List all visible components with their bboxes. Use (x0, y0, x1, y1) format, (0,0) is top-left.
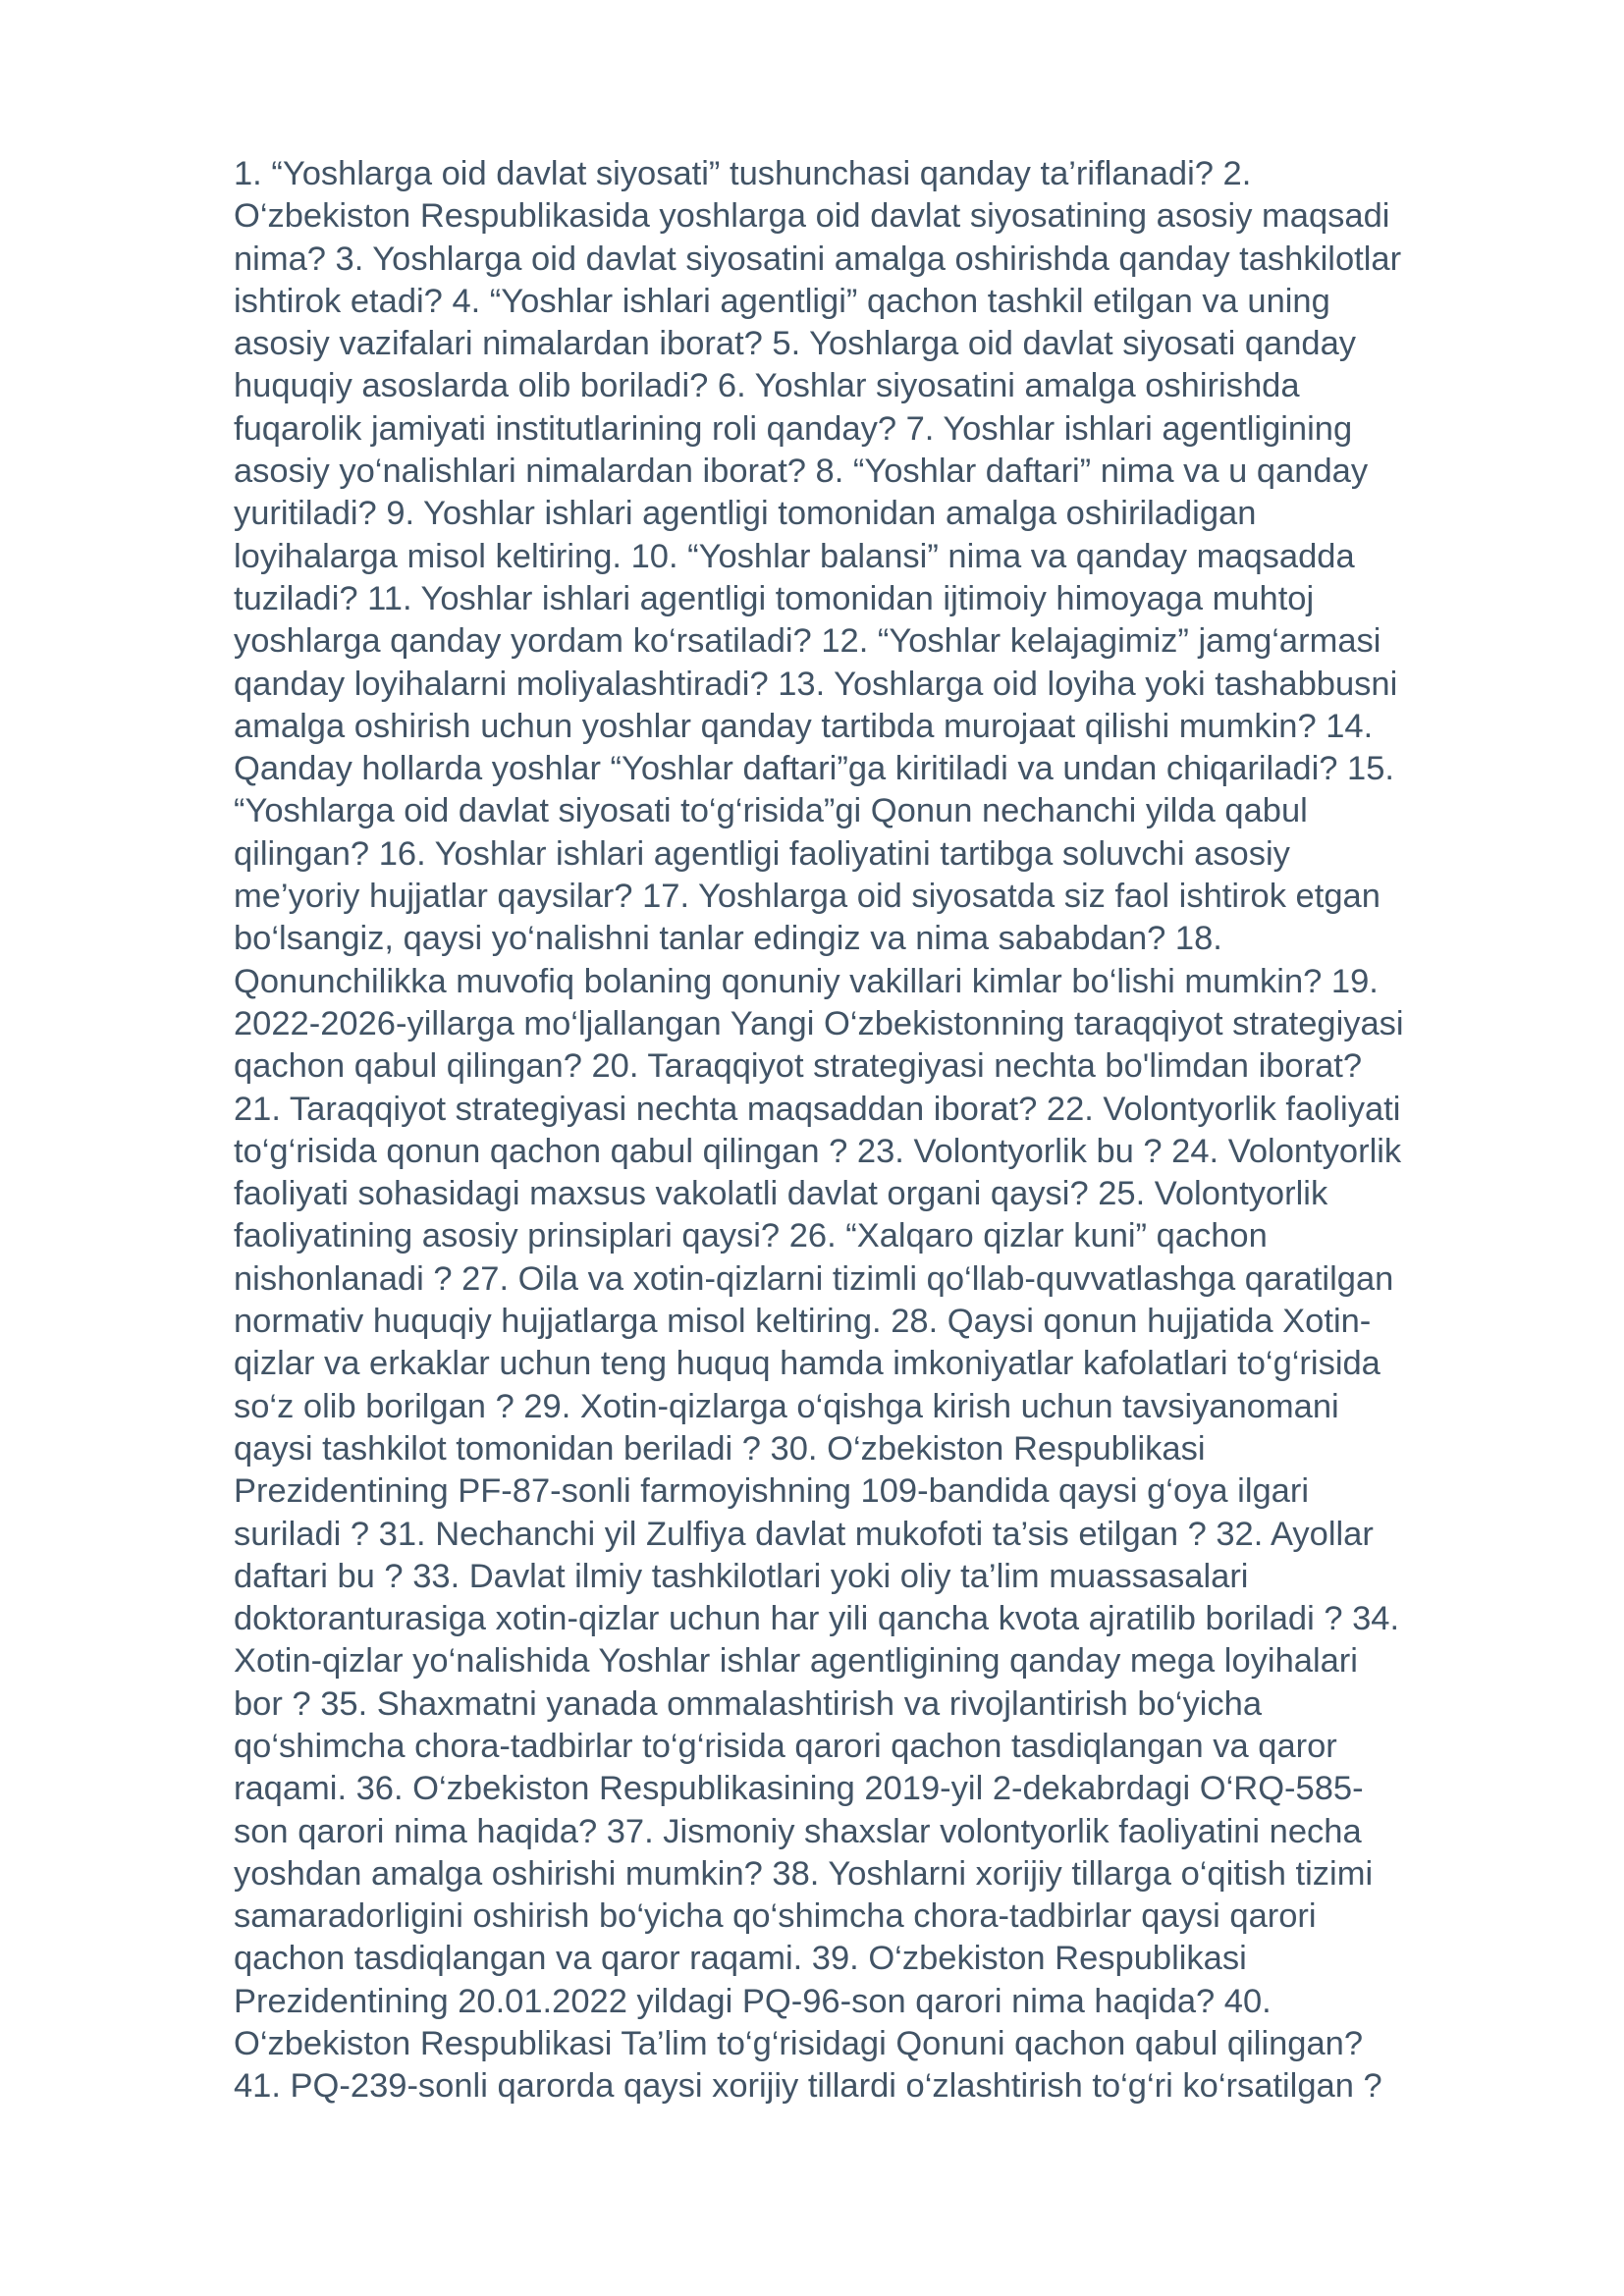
text-line: qanday loyihalarni moliyalashtiradi? 13. Yoshlarga oid loyiha yoki tashabbusni (234, 665, 1398, 703)
text-line: nima? 3. Yoshlarga oid davlat siyosatini amalga oshirishda qanday tashkilotlar (234, 240, 1402, 278)
text-line: tuziladi? 11. Yoshlar ishlari agentligi tomonidan ijtimoiy himoyaga muhtoj (234, 579, 1315, 617)
text-line: qaysi tashkilot tomonidan beriladi ? 30. O‘zbekiston Respublikasi (234, 1429, 1206, 1468)
text-line: normativ huquqiy hujjatlarga misol keltiring. 28. Qaysi qonun hujjatida Xotin- (234, 1303, 1372, 1341)
text-line: bor ? 35. Shaxmatni yanada ommalashtirish va rivojlantirish bo‘yicha (234, 1684, 1263, 1723)
text-line: yuritiladi? 9. Yoshlar ishlari agentligi tomonidan amalga oshiriladigan (234, 495, 1257, 533)
text-line: 2022-2026-yillarga mo‘ljallangan Yangi O‘zbekistonning taraqqiyot strategiyasi (234, 1004, 1404, 1042)
text-line: O‘zbekiston Respublikasi Ta’lim to‘g‘risidagi Qonuni qachon qabul qilingan? (234, 2025, 1364, 2063)
text-line: loyihalarga misol keltiring. 10. “Yoshlar balansi” nima va qanday maqsadda (234, 537, 1355, 575)
text-line: raqami. 36. O‘zbekiston Respublikasining 2019-yil 2-dekabrdagi O‘RQ-585- (234, 1770, 1364, 1808)
text-line: qilingan? 16. Yoshlar ishlari agentligi faoliyatini tartibga soluvchi asosiy (234, 834, 1290, 873)
questions-text (234, 153, 1549, 2109)
text-line: 1. “Yoshlarga oid davlat siyosati” tushunchasi qanday ta’riflanadi? 2. (234, 155, 1252, 192)
text-line: Xotin-qizlar yo‘nalishida Yoshlar ishlar agentligining qanday mega loyihalari (234, 1642, 1358, 1681)
text-line: doktoranturasiga xotin-qizlar uchun har yili qancha kvota ajratilib boriladi ? 34. (234, 1600, 1400, 1638)
text-line: Prezidentining PF-87-sonli farmoyishning 109-bandida qaysi g‘oya ilgari (234, 1472, 1310, 1511)
text-line: qachon qabul qilingan? 20. Taraqqiyot strategiyasi nechta bo'limdan iborat? (234, 1047, 1363, 1086)
text-line: faoliyati sohasidagi maxsus vakolatli davlat organi qaysi? 25. Volontyorlik (234, 1175, 1328, 1213)
text-line: bo‘lsangiz, qaysi yo‘nalishni tanlar edingiz va nima sababdan? 18. (234, 920, 1222, 958)
text-line: qachon tasdiqlangan va qaror raqami. 39. O‘zbekiston Respublikasi (234, 1940, 1247, 1978)
text-line: yoshlarga qanday yordam ko‘rsatiladi? 12. “Yoshlar kelajagimiz” jamg‘armasi (234, 622, 1381, 661)
text-line: Qonunchilikka muvofiq bolaning qonuniy vakillari kimlar bo‘lishi mumkin? 19. (234, 962, 1379, 1000)
text-line: me’yoriy hujjatlar qaysilar? 17. Yoshlarga oid siyosatda siz faol ishtirok etgan (234, 878, 1380, 916)
text-line: “Yoshlarga oid davlat siyosati to‘g‘risida”gi Qonun nechanchi yilda qabul (234, 792, 1308, 830)
text-line: daftari bu ? 33. Davlat ilmiy tashkilotlari yoki oliy ta’lim muassasalari (234, 1557, 1249, 1595)
text-line: qizlar va erkaklar uchun teng huquq hamda imkoniyatlar kafolatlari to‘g‘risida (234, 1345, 1380, 1383)
text-line: asosiy vazifalari nimalardan iborat? 5. Yoshlarga oid davlat siyosati qanday (234, 325, 1357, 363)
text-line: huquqiy asoslarda olib boriladi? 6. Yoshlar siyosatini amalga oshirishda (234, 367, 1300, 405)
text-line: nishonlanadi ? 27. Oila va xotin-qizlarni tizimli qo‘llab-quvvatlashga qaratilgan (234, 1259, 1394, 1298)
text-line: so‘z olib borilgan ? 29. Xotin-qizlarga o‘qishga kirish uchun tavsiyanomani (234, 1387, 1339, 1425)
text-line: O‘zbekiston Respublikasida yoshlarga oid davlat siyosatining asosiy maqsadi (234, 197, 1390, 236)
text-line: 41. PQ-239-sonli qarorda qaysi xorijiy tillardi o‘zlashtirish to‘g‘ri ko‘rsatilgan ? (234, 2067, 1382, 2106)
text-line: Prezidentining 20.01.2022 yildagi PQ-96-son qarori nima haqida? 40. (234, 1982, 1272, 2020)
text-line: asosiy yo‘nalishlari nimalardan iborat? 8. “Yoshlar daftari” nima va u qanday (234, 453, 1369, 491)
text-line: suriladi ? 31. Nechanchi yil Zulfiya davlat mukofoti ta’sis etilgan ? 32. Ayollar (234, 1515, 1374, 1553)
text-line: to‘g‘risida qonun qachon qabul qilingan ? 23. Volontyorlik bu ? 24. Volontyorlik (234, 1132, 1402, 1170)
text-line: faoliyatining asosiy prinsiplari qaysi? 26. “Xalqaro qizlar kuni” qachon (234, 1217, 1268, 1255)
text-line: samaradorligini oshirish bo‘yicha qo‘shimcha chora-tadbirlar qaysi qarori (234, 1897, 1317, 1936)
text-line: amalga oshirish uchun yoshlar qanday tartibda murojaat qilishi mumkin? 14. (234, 707, 1374, 745)
text-line: ishtirok etadi? 4. “Yoshlar ishlari agentligi” qachon tashkil etilgan va uning (234, 282, 1330, 320)
text-line: 21. Taraqqiyot strategiyasi nechta maqsaddan iborat? 22. Volontyorlik faoliyati (234, 1090, 1401, 1128)
text-line: yoshdan amalga oshirishi mumkin? 38. Yoshlarni xorijiy tillarga o‘qitish tizimi (234, 1854, 1374, 1893)
text-line: Qanday hollarda yoshlar “Yoshlar daftari”ga kiritiladi va undan chiqariladi? 15. (234, 750, 1394, 788)
text-line: fuqarolik jamiyati institutlarining roli qanday? 7. Yoshlar ishlari agentligining (234, 409, 1353, 448)
text-line: son qarori nima haqida? 37. Jismoniy shaxslar volontyorlik faoliyatini necha (234, 1812, 1362, 1850)
text-line: qo‘shimcha chora-tadbirlar to‘g‘risida qarori qachon tasdiqlangan va qaror (234, 1727, 1337, 1765)
